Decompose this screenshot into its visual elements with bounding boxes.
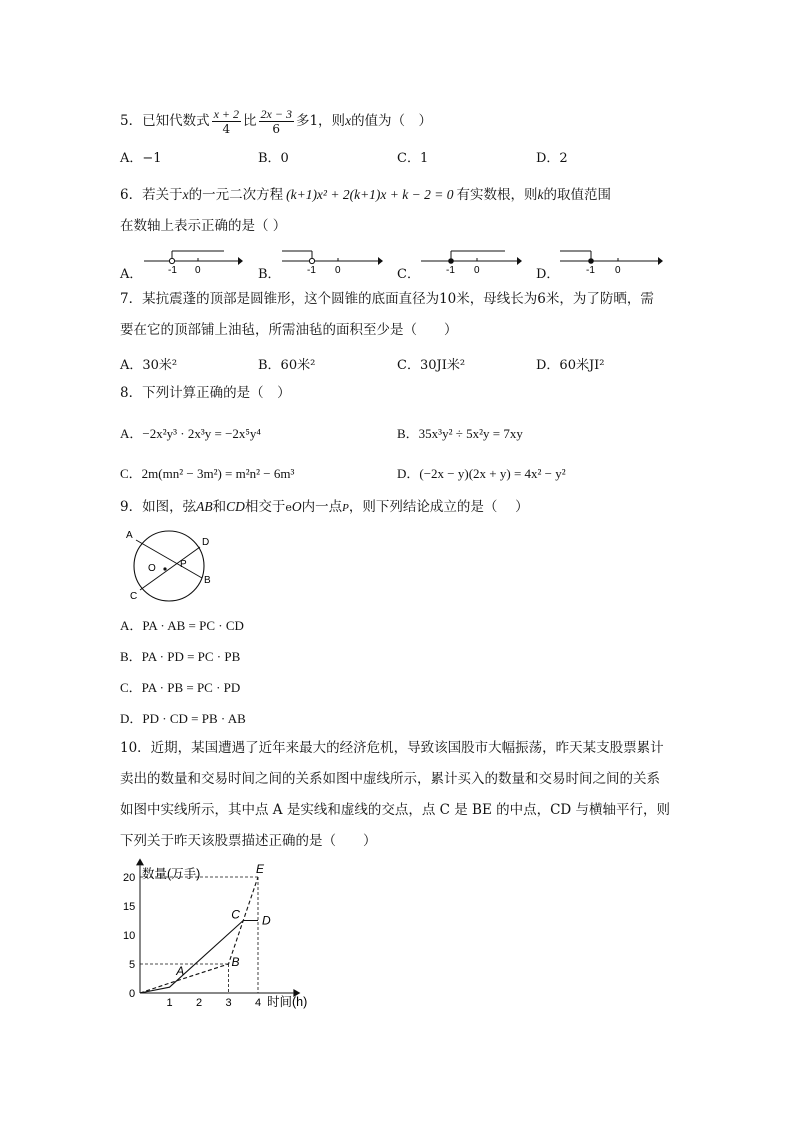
- q6-option-a[interactable]: A．: [120, 267, 143, 282]
- circle-symbol: e: [285, 501, 292, 514]
- label-c: C: [130, 591, 138, 602]
- q5-var: x: [345, 113, 352, 128]
- y-tick-label: 5: [129, 959, 136, 971]
- q8-option-d[interactable]: D．(−2x − y)(2x + y) = 4x² − y²: [397, 466, 566, 481]
- q10-stem-line2: 卖出的数量和交易时间之间的关系如图中虚线所示，累计买入的数量和交易时间之间的关系: [120, 771, 660, 787]
- q9-option-b[interactable]: B．PA · PD = PC · PB: [120, 649, 241, 664]
- chord-ab: [136, 540, 202, 578]
- point-label-a: A: [176, 964, 185, 979]
- q10-stem-line1: 10．近期，某国遭遇了近年来最大的经济危机，导致该国股市大幅振荡，昨天某支股票累计: [120, 740, 664, 756]
- point-label-e: E: [256, 862, 265, 876]
- q8-option-c[interactable]: C．2m(mn² − 3m²) = m²n² − 6m³: [120, 466, 295, 481]
- q9-option-c[interactable]: C．PA · PB = PC · PD: [120, 680, 241, 695]
- q6-number-line-b[interactable]: [278, 244, 384, 276]
- point-label-b: B: [231, 955, 240, 969]
- center-dot: [163, 567, 166, 570]
- q5-text-post: 多1，则: [295, 113, 346, 129]
- q10-stock-chart: [110, 858, 340, 1014]
- label-p: P: [180, 559, 187, 570]
- label-o: O: [148, 563, 156, 574]
- q5-fraction-2: $\frac{2x - 3}{6}$: [260, 107, 292, 136]
- q7-stem-line2: 要在它的顶部铺上油毡，所需油毡的面积至少是（ ）: [120, 322, 458, 338]
- y-tick-label: 10: [123, 930, 136, 942]
- label-d: D: [202, 537, 210, 548]
- x-axis-label: 时间(h): [267, 995, 308, 1009]
- q10-stem-line3: 如图中实线所示，其中点 A 是实线和虚线的交点，点 C 是 BE 的中点，CD 与横轴平行，则: [120, 802, 671, 818]
- q8-stem: 8．下列计算正确的是（ ）: [120, 385, 291, 401]
- tick-label-neg1: -1: [307, 265, 316, 276]
- q10-stem-line4: 下列关于昨天该股票描述正确的是（ ）: [120, 833, 377, 849]
- q5-text-end: 的值为（ ）: [351, 113, 433, 129]
- q7-option-c[interactable]: C．30JI米²: [397, 358, 466, 373]
- q5-option-a[interactable]: A．−1: [120, 151, 162, 166]
- tick-label-neg1: -1: [168, 265, 177, 276]
- y-tick-label: 15: [123, 901, 136, 913]
- q8-option-a[interactable]: A．−2x²y³ · 2x³y = −2x⁵y⁴: [120, 426, 261, 441]
- q6-stem-line2: 在数轴上表示正确的是（ ）: [120, 218, 287, 234]
- q9-option-a[interactable]: A．PA · AB = PC · CD: [120, 618, 244, 633]
- q7-option-b[interactable]: B．60米²: [258, 358, 316, 373]
- circle-o: [134, 531, 204, 601]
- tick-label-0: 0: [335, 265, 341, 276]
- x-tick-label: 3: [225, 997, 232, 1009]
- x-tick-label: 2: [196, 997, 203, 1009]
- tick-label-neg1: -1: [586, 265, 595, 276]
- tick-label-neg1: -1: [446, 265, 455, 276]
- point-label-d: D: [262, 913, 271, 928]
- q5-option-d[interactable]: D．2: [536, 151, 568, 166]
- q7-option-a[interactable]: A．30米²: [120, 358, 178, 373]
- point-label-c: C: [231, 907, 240, 922]
- q9-circle-figure: [118, 520, 218, 604]
- sold-series-line: [140, 877, 258, 993]
- q6-option-b[interactable]: B．: [258, 267, 281, 282]
- q5-option-c[interactable]: C．1: [397, 151, 429, 166]
- q5-fraction-1: $\frac{x + 2}{4}$: [213, 107, 240, 136]
- y-axis-arrow: [136, 858, 144, 865]
- q6-number-line-c[interactable]: [417, 244, 523, 276]
- q5-stem: [120, 107, 432, 136]
- tick-label-0: 0: [195, 265, 201, 276]
- label-a: A: [126, 530, 133, 541]
- bought-series-line: [140, 921, 258, 994]
- q5-text-mid: 比: [243, 113, 257, 129]
- q8-option-b[interactable]: B．35x³y² ÷ 5x²y = 7xy: [397, 426, 523, 441]
- q6-number-line-d[interactable]: [556, 244, 664, 276]
- q5-option-b[interactable]: B．0: [258, 151, 289, 166]
- q5-text-pre: 5．已知代数式: [120, 113, 210, 129]
- q6-option-d[interactable]: D．: [536, 267, 560, 282]
- q7-stem-line1: 7．某抗震蓬的顶部是圆锥形，这个圆锥的底面直径为10米，母线长为6米，为了防晒，需: [120, 291, 654, 307]
- label-b: B: [204, 575, 211, 586]
- q6-option-c[interactable]: C．: [397, 267, 420, 282]
- y-axis-label: 数量(万手): [142, 867, 201, 881]
- q7-option-d[interactable]: D．60米JI²: [536, 358, 605, 373]
- tick-label-0: 0: [615, 265, 621, 276]
- q9-stem: 9．如图，弦AB和CD相交于eO内一点P，则下列结论成立的是（ ）: [120, 499, 529, 515]
- x-tick-label: 1: [166, 997, 173, 1009]
- x-tick-label: 4: [255, 997, 262, 1009]
- y-tick-label: 0: [129, 988, 136, 1000]
- q6-stem: 6．若关于x的一元二次方程 (k+1)x² + 2(k+1)x + k − 2 = 0 有实数根，则k的取值范围: [120, 187, 611, 203]
- q9-option-d[interactable]: D．PD · CD = PB · AB: [120, 711, 246, 726]
- q6-equation: (k+1)x² + 2(k+1)x + k − 2 = 0: [286, 187, 454, 202]
- y-tick-label: 20: [123, 872, 136, 884]
- q6-number-line-a[interactable]: [140, 244, 244, 276]
- tick-label-0: 0: [474, 265, 480, 276]
